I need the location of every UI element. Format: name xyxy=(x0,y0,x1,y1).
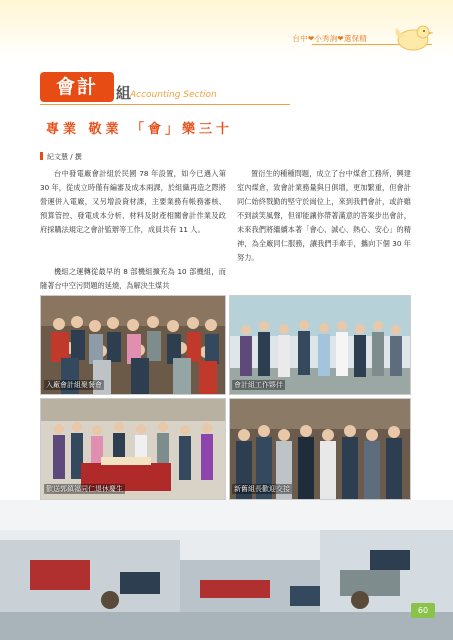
body-paragraph-3: 置衍生的種種問題，成立了台中煤倉工務所，興建室內煤倉，致會計業務量與日俱增，更加繁重，但會計同仁始終戮勤的堅守於崗位上，來到我們會計，或許雖不到談笑風聲，但卻能讓你帶著滿意的答案步出會計，未來我們將繼續本著「會心、誠心、熱心、安心」的精神，為全廠同仁服務，讓我們手牽手，攜向下個 30 年努力。 xyxy=(237,169,411,262)
bird-logo-icon xyxy=(389,18,435,54)
body-paragraph-1: 台中發電廠會計組於民國 78 年設置，如今已邁入第 30 年，從成立時僅有編審及成本兩課，於組織再造之際將營運併入電廠，又另增設資材課，主要業務有帳務審核、預算管控、發電成本分析、材料及財產相關會計作業及政府採購法規定之會計監辦等工作，成員共有 11 人。 xyxy=(40,169,226,234)
photo-caption-4: 新舊組長歡迎交接 xyxy=(234,485,290,493)
photo-caption-1: 入廠會計組聚餐會 xyxy=(46,381,102,389)
body-paragraph-2: 機組之運轉從最早的 8 部機組擴充為 10 部機組，而隨著台中空污問題的延燒，為解決生煤共 xyxy=(40,267,226,290)
photo-office-background xyxy=(0,500,453,640)
office-background-image xyxy=(0,500,453,640)
author-marker xyxy=(40,152,43,160)
photo-caption-3: 歡送郭鎮福同仁退休慶生 xyxy=(46,485,123,493)
section-title-suffix: 組 xyxy=(116,84,132,102)
section-divider xyxy=(40,104,290,105)
section-title: 會計 xyxy=(40,72,114,102)
header-text: 台中❤小秀詢❤選保精 xyxy=(292,34,367,43)
author-name: 紀文慧 / 撰 xyxy=(47,153,82,161)
header-band xyxy=(0,0,453,58)
section-subtitle: Accounting Section xyxy=(130,90,217,100)
article-headline: 專業 敬業 「會」樂三十 xyxy=(46,122,234,137)
author-line xyxy=(40,152,82,162)
page-number: 60 xyxy=(411,603,435,618)
photo-caption-2: 會計組工作夥伴 xyxy=(234,381,283,389)
